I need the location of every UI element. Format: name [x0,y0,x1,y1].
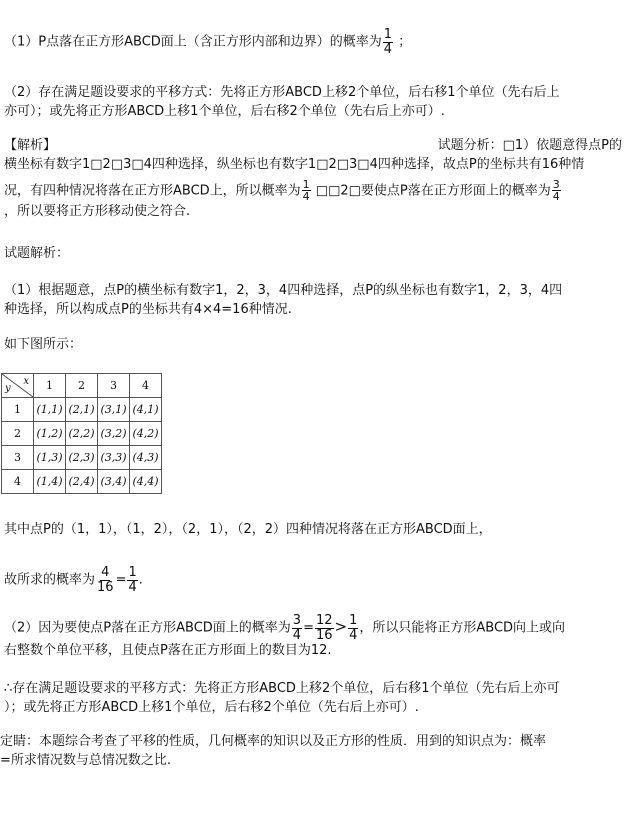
corner-y-label: y [5,382,11,394]
solution-part-1-line-2: 种选择，所以构成点P的坐标共有4×4=16种情况. [4,301,292,317]
table-cell: (3,4) [98,470,130,494]
table-cell: (2,3) [66,446,98,470]
row-header: 3 [2,446,34,470]
coordinate-table [1,373,162,494]
solution-part-1 [4,282,624,320]
table-cell: (4,4) [130,470,162,494]
table-cell: (4,3) [130,446,162,470]
col-header: 3 [98,374,130,398]
analysis-fraction-2: $\frac{3}{4}$ [552,177,560,204]
row-header: 2 [2,422,34,446]
table-cell: (1,3) [34,446,66,470]
probability-result: 故所求的概率为 $\frac{4}{16}$ = $\frac{1}{4}$ . [4,565,143,595]
solution-part-1-line-1: （1）根据题意，点P的横坐标有数字1，2，3，4四种选择，点P的纵坐标也有数字1，2，3，4四 [4,283,563,298]
table-cell: (4,2) [130,422,162,446]
comment [0,733,624,771]
probability-fraction-2: $\frac{1}{4}$ [128,565,137,595]
col-header: 2 [66,374,98,398]
solution-part-2 [4,614,624,661]
solution-part-2-line-2: 右整数个单位平移，且使点P落在正方形面上的数目为12. [4,643,332,659]
corner-x-label: x [23,376,29,387]
answer-1-text: （1）P点落在正方形ABCD面上（含正方形内部和边界）的概率为 [4,34,382,50]
conclusion [4,680,624,718]
probability-fraction-1: $\frac{4}{16}$ [97,565,114,595]
analysis-fraction-1: $\frac{1}{4}$ [302,177,310,204]
table-row [2,470,162,494]
table-cell: (3,1) [98,398,130,422]
row-header: 4 [2,470,34,494]
solution-part-2-line-1: （2）因为要使点P落在正方形ABCD面上的概率为 $\frac{3}{4}$ = $\frac{12}{16}$ > $\frac{1}{4}$ ，所以只能将正方形ABCD向上或向 [4,613,566,643]
answer-2-line-1: （2）存在满足题设要求的平移方式：先将正方形ABCD上移2个单位，后右移1个单位（先右后上 [4,85,560,100]
analysis-label: 【解析】 [4,138,57,153]
conclusion-line-2: ）；或先将正方形ABCD上移1个单位，后右移2个单位（先右后上亦可）. [4,699,419,715]
comment-line-1: 定睛：本题综合考查了平移的性质，几何概率的知识以及正方形的性质．用到的知识点为：概率 [0,734,547,749]
solution-title: 试题解析： [4,246,70,261]
table-row [2,398,162,422]
table-cell: (3,3) [98,446,130,470]
table-cell: (2,4) [66,470,98,494]
answer-2 [4,84,624,122]
table-cell: (4,1) [130,398,162,422]
comment-line-2: =所求情况数与总情况数之比. [0,752,172,768]
table-cell: (2,2) [66,422,98,446]
conclusion-line-1: ∴存在满足题设要求的平移方式：先将正方形ABCD上移2个单位，后右移1个单位（先右后上亦可 [4,681,560,696]
answer-2-line-2: 亦可）；或先将正方形ABCD上移1个单位，后右移2个单位（先右后上亦可）. [4,103,445,119]
table-row [2,446,162,470]
figure-intro: 如下图所示： [4,337,83,352]
table-cell: (2,1) [66,398,98,422]
table-cell: (1,2) [34,422,66,446]
table-corner [2,374,34,398]
table-cell: (1,1) [34,398,66,422]
part-2-fraction-2: $\frac{12}{16}$ [315,613,333,643]
answer-1 [4,28,624,56]
analysis-line-3: 况，有四种情况将落在正方形ABCD上，所以概率为 $\frac{1}{4}$ □□2□要使点P落在正方形面上的概率为 $\frac{3}{4}$ [4,177,560,204]
analysis-line-4: ，所以要将正方形移动使之符合. [4,203,191,219]
part-2-fraction-1: $\frac{3}{4}$ [292,613,302,643]
analysis-section [4,137,624,222]
row-header: 1 [2,398,34,422]
col-header: 4 [130,374,162,398]
table-cell: (3,2) [98,422,130,446]
part-2-fraction-3: $\frac{1}{4}$ [349,613,358,643]
favorable-outcomes: 其中点P的（1，1），（1，2），（2，1），（2，2）四种情况将落在正方形ABCD面上， [4,522,492,537]
table-row [2,422,162,446]
answer-1-tail: ； [398,34,412,50]
analysis-line-2: 横坐标有数字1□2□3□4四种选择，纵坐标也有数字1□2□3□4四种选择，故点P的坐标共有16种情 [4,157,585,172]
table-cell: (1,4) [34,470,66,494]
analysis-intro: 试题分析：□1）依题意得点P的 [437,138,622,153]
col-header: 1 [34,374,66,398]
answer-1-fraction: $\frac{1}{4}$ [383,27,393,57]
